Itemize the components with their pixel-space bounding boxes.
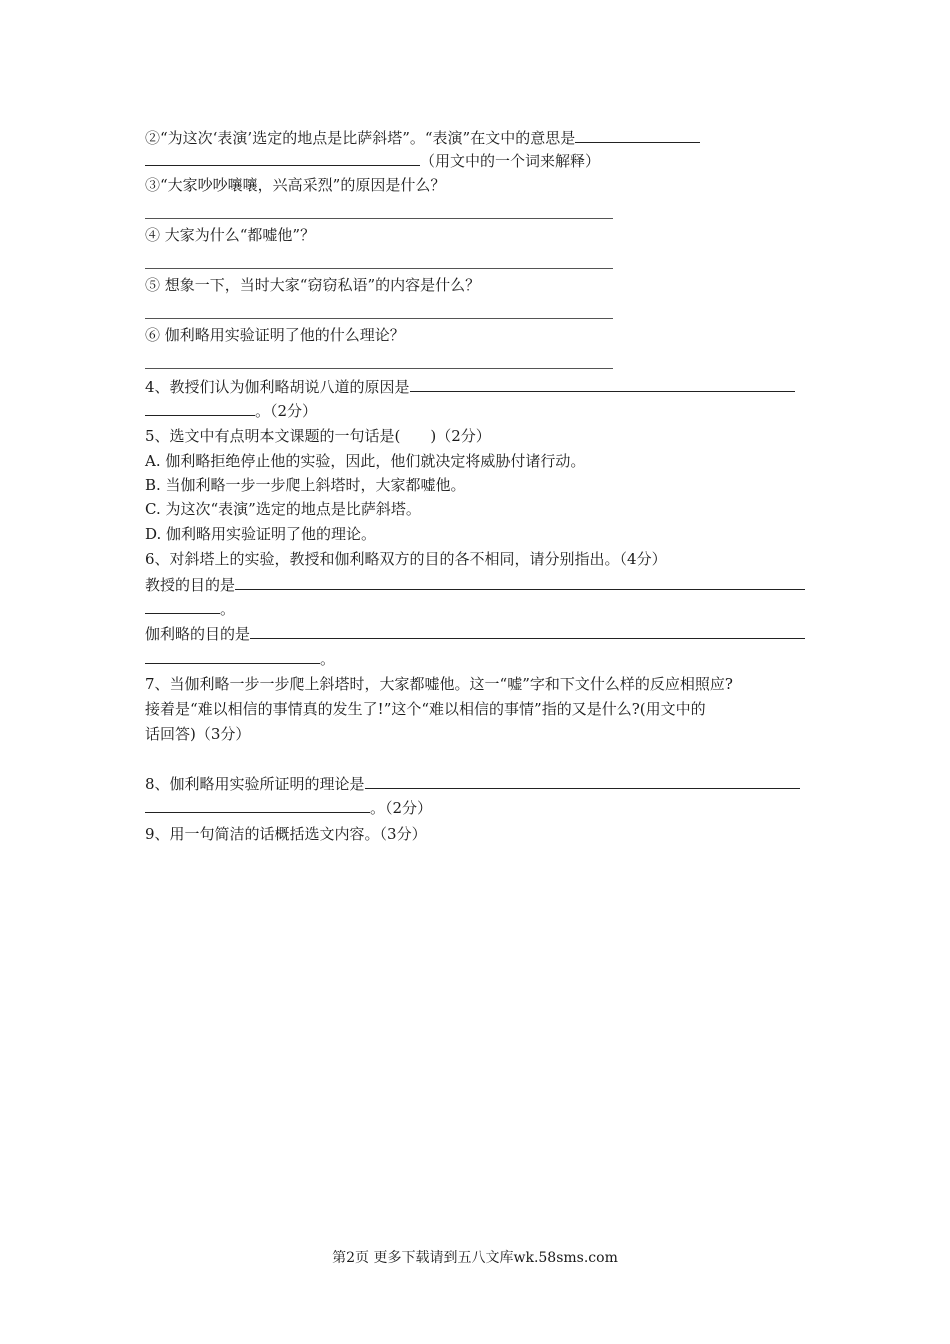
question-6-galileo — [145, 623, 805, 645]
answer-blank[interactable] — [145, 150, 420, 166]
question-3-2-text: ②“为这次‘表演’选定的地点是比萨斜塔”。“表演”在文中的意思是 — [145, 129, 576, 147]
question-7-line2: 接着是“难以相信的事情真的发生了!”这个“难以相信的事情”指的又是什么?(用文中的 — [145, 700, 706, 718]
answer-blank[interactable] — [145, 648, 320, 664]
question-3-2-note: （用文中的一个词来解释） — [420, 152, 601, 170]
question-3-6: ⑥ 伽利略用实验证明了他的什么理论？ — [145, 326, 405, 344]
question-8 — [145, 773, 800, 795]
question-4-text: 4、教授们认为伽利略胡说八道的原因是 — [145, 378, 410, 396]
answer-line[interactable] — [145, 268, 613, 269]
question-4-tail: 。（2分） — [255, 402, 318, 420]
professor-tail: 。 — [220, 600, 236, 618]
page-footer: 第2页 更多下载请到五八文库wk.58sms.com — [332, 1250, 618, 1266]
answer-line[interactable] — [145, 218, 613, 219]
option-a: A. 伽利略拒绝停止他的实验，因此，他们就决定将威胁付诸行动。 — [145, 452, 586, 470]
galileo-label: 伽利略的目的是 — [145, 625, 251, 643]
professor-label: 教授的目的是 — [145, 576, 236, 594]
question-3-2-line2 — [145, 150, 600, 172]
question-5: 5、选文中有点明本文课题的一句话是( )（2分） — [145, 427, 491, 445]
question-3-4: ④ 大家为什么“都嘘他”？ — [145, 226, 316, 244]
answer-line[interactable] — [145, 318, 613, 319]
answer-blank[interactable] — [365, 773, 800, 789]
question-6-professor-line2 — [145, 598, 235, 620]
answer-blank[interactable] — [235, 574, 805, 590]
option-c: C. 为这次“表演”选定的地点是比萨斜塔。 — [145, 500, 421, 518]
answer-blank[interactable] — [250, 623, 805, 639]
question-6: 6、对斜塔上的实验，教授和伽利略双方的目的各不相同，请分别指出。（4分） — [145, 550, 667, 568]
question-4-line2 — [145, 400, 317, 422]
answer-blank[interactable] — [145, 598, 220, 614]
question-7-line1: 7、当伽利略一步一步爬上斜塔时，大家都嘘他。这一“嘘”字和下文什么样的反应相照应? — [145, 675, 733, 693]
option-d: D. 伽利略用实验证明了他的理论。 — [145, 525, 377, 543]
question-4 — [145, 376, 795, 398]
galileo-tail: 。 — [320, 650, 336, 668]
answer-line[interactable] — [145, 368, 613, 369]
answer-blank[interactable] — [145, 797, 370, 813]
question-8-tail: 。（2分） — [370, 799, 433, 817]
question-6-professor — [145, 574, 805, 596]
question-3-2 — [145, 127, 700, 149]
option-b: B. 当伽利略一步一步爬上斜塔时，大家都嘘他。 — [145, 476, 466, 494]
question-8-text: 8、伽利略用实验所证明的理论是 — [145, 775, 365, 793]
question-9: 9、用一句简洁的话概括选文内容。（3分） — [145, 825, 427, 843]
question-6-galileo-line2 — [145, 648, 335, 670]
question-7-line3: 话回答)（3分） — [145, 725, 251, 743]
question-3-3: ③“大家吵吵嚷嚷，兴高采烈”的原因是什么？ — [145, 176, 446, 194]
question-8-line2 — [145, 797, 432, 819]
answer-blank[interactable] — [410, 376, 795, 392]
question-3-5: ⑤ 想象一下，当时大家“窃窃私语”的内容是什么？ — [145, 276, 481, 294]
answer-blank[interactable] — [575, 127, 700, 143]
answer-blank[interactable] — [145, 400, 255, 416]
